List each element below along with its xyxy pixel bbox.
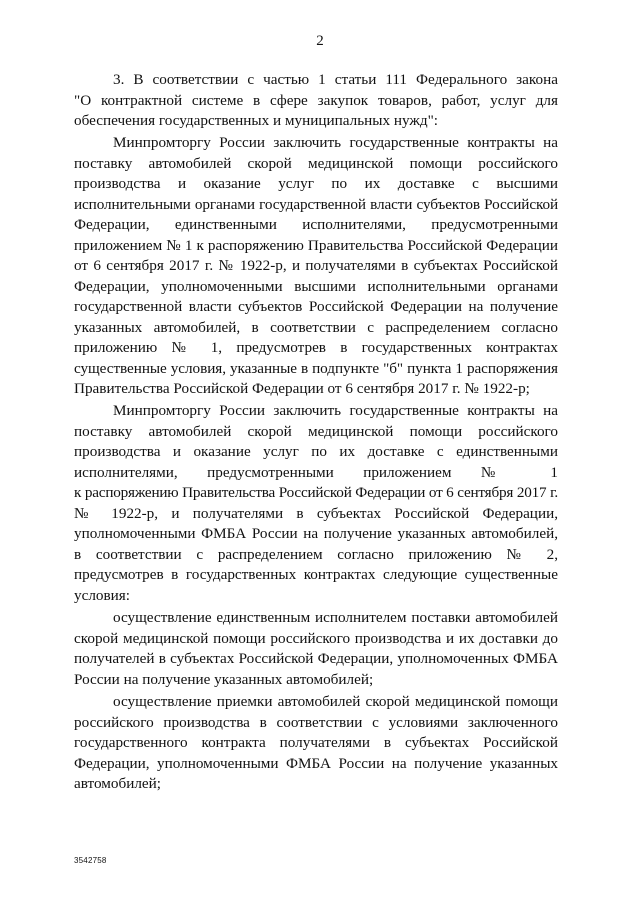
paragraph-line: № 1922-р, и получателями в субъектах Российской Федерации, [74,505,558,522]
paragraph-line: поставку автомобилей скорой медицинской помощи российского [74,423,558,440]
paragraph-line: "О контрактной системе в сфере закупок товаров, работ, услуг для [74,92,558,109]
paragraph-line: уполномоченными ФМБА России на получение указанных автомобилей, [74,525,558,542]
paragraph-line: производства и оказание услуг по их доставке с единственными [74,443,558,460]
paragraph-line: получателей в субъектах Российской Федерации, уполномоченных ФМБА [74,650,558,667]
paragraph-line: исполнителями, предусмотренными приложением № 1 [74,464,558,481]
paragraph-line: Федерации, уполномоченными высшими исполнительными органами [74,278,558,295]
paragraph-line: России на получение указанных автомобилей; [74,671,374,688]
paragraph-line: Правительства Российской Федерации от 6 сентября 2017 г. № 1922-р; [74,380,530,397]
paragraph-line: государственного контракта получателями в субъектах Российской [74,734,558,751]
paragraph-line: приложением № 1 к распоряжению Правительства Российской Федерации [74,237,558,254]
page-number: 2 [316,33,324,49]
paragraph-line: предусмотрев в государственных контрактах следующие существенные [74,566,558,583]
paragraph-line: обеспечения государственных и муниципальных нужд": [74,112,439,129]
paragraph-line: Минпромторгу России заключить государственные контракты на [113,134,558,151]
paragraph-line: Федерации, единственными исполнителями, предусмотренными [74,216,558,233]
paragraph-line: 3. В соответствии с частью 1 статьи 111 Федерального закона [113,71,558,88]
paragraph-line: к распоряжению Правительства Российской Федерации от 6 сентября 2017 г. [74,484,558,501]
paragraph-line: производства и оказание услуг по их доставке с высшими [74,175,558,192]
paragraph-line: Федерации, уполномоченными ФМБА России на получение указанных [74,755,558,772]
paragraph-line: от 6 сентября 2017 г. № 1922-р, и получателями в субъектах Российской [74,257,558,274]
paragraph-line: в соответствии с распределением согласно приложению № 2, [74,546,558,563]
paragraph-line: исполнительными органами государственной власти субъектов Российской [74,196,558,213]
paragraph-line: осуществление единственным исполнителем поставки автомобилей [113,609,558,626]
paragraph-line: скорой медицинской помощи российского производства и их доставки до [74,630,558,647]
paragraph-line: указанных автомобилей, в соответствии с распределением согласно [74,319,558,336]
paragraph-line: автомобилей; [74,775,162,792]
paragraph-line: приложению № 1, предусмотрев в государственных контрактах [74,339,558,356]
paragraph-line: государственной власти субъектов Российской Федерации на получение [74,298,558,315]
paragraph-line: российского производства в соответствии с условиями заключенного [74,714,558,731]
paragraph-line: осуществление приемки автомобилей скорой медицинской помощи [113,693,558,710]
paragraph-line: существенные условия, указанные в подпункте "б" пункта 1 распоряжения [74,360,558,377]
paragraph-line: Минпромторгу России заключить государственные контракты на [113,402,558,419]
document-id: 3542758 [74,856,107,865]
paragraph-line: условия: [74,587,131,604]
paragraph-line: поставку автомобилей скорой медицинской помощи российского [74,155,558,172]
